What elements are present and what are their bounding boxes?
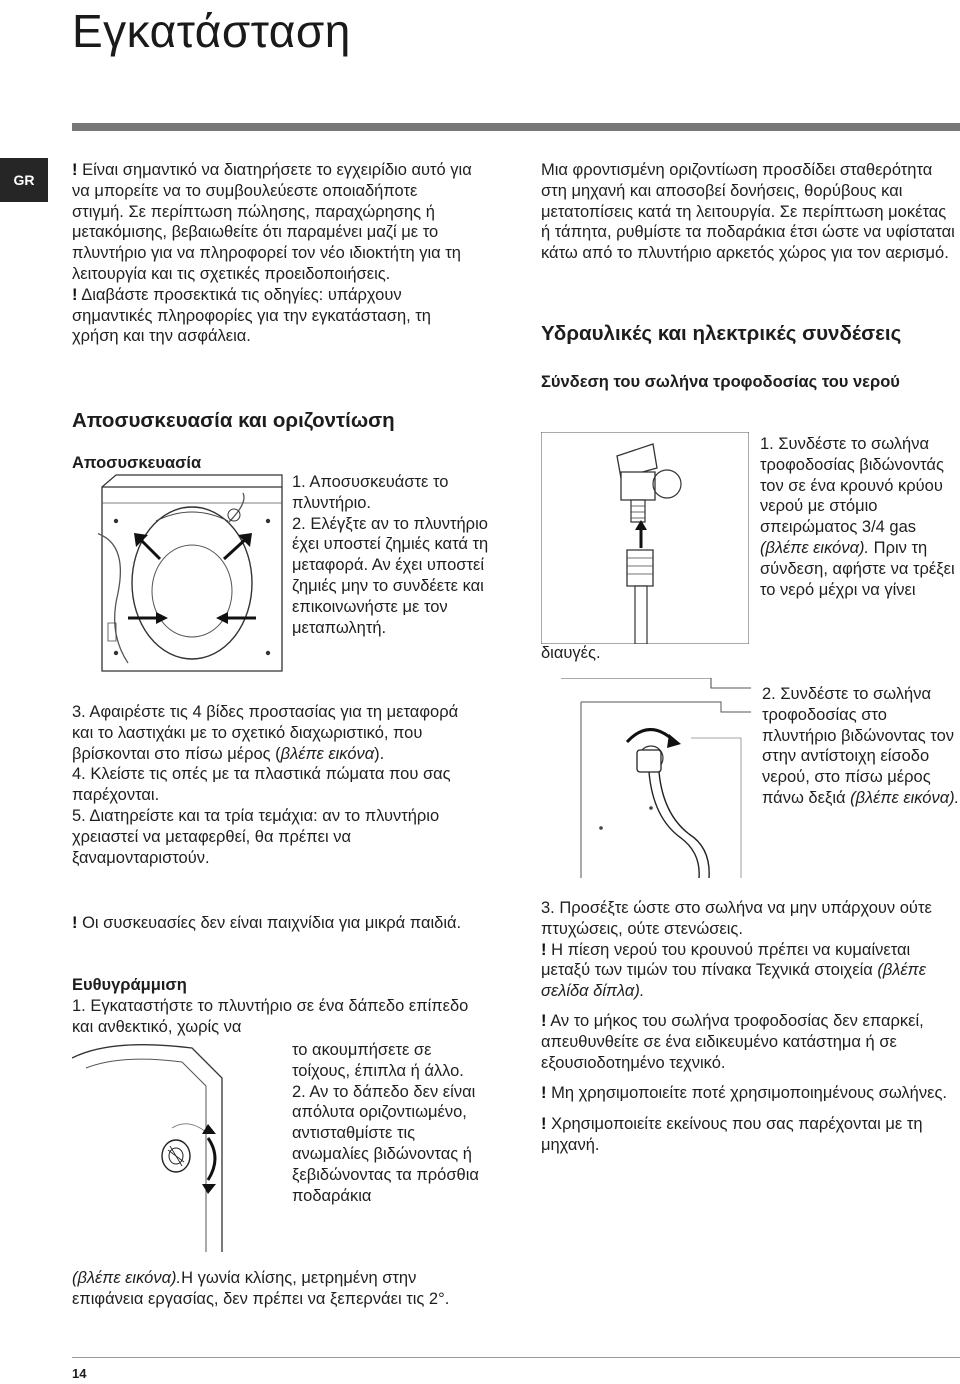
see-page-italic: (βλέπε σελίδα δίπλα). [541,961,926,1001]
warning-icon: ! [541,1011,547,1030]
washer-foot-illustration [72,1038,284,1252]
step-3-text: 3. Αφαιρέστε τις 4 βίδες προστασίας για τη μεταφορά και το λαστιχάκι με το σχετικό διαχωριστικό, που βρίσκονται στο πίσω μέρος ( [72,703,459,763]
connection-step-1-rest: Πριν τη σύνδεση, αφήστε να τρέξει το νερό μέχρι να γίνει [760,538,955,599]
step-4: 4. Κλείστε τις οπές με τα πλαστικά πώματα που σας παρέχονται. [72,765,451,805]
subheading-supply-hose: Σύνδεση του σωλήνα τροφοδοσίας του νερού [541,373,900,391]
warning-supplied-hoses: Χρησιμοποιείτε εκείνους που σας παρέχονται με τη μηχανή. [541,1115,923,1154]
leveling-step-2: το ακουμπήσετε σε τοίχους, έπιπλα ή άλλο. 2. Αν το δάπεδο δεν είναι απόλυτα οριζοντιωμένο, αντισταθμίστε τις ανωμαλίες βιδώνοντας ή ξεβιδώνοντας τα πρόσθια ποδαράκια [292,1041,479,1205]
inlet-hose-illustration [541,678,753,878]
warning-text: Διαβάστε προσεκτικά τις οδηγίες: υπάρχουν σημαντικές πληροφορίες για την εγκατάσταση, τη χρήση και την ασφάλεια. [72,285,431,346]
section-heading-connections: Υδραυλικές και ηλεκτρικές συνδέσεις [541,322,902,345]
connection-step-2-italic: (βλέπε εικόνα). [850,788,960,807]
leveling-angle-note: Η γωνία κλίσης, μετρημένη στην επιφάνεια εργασίας, δεν πρέπει να ξεπερνάει τις 2°. [72,1269,450,1308]
unpack-steps-1-2: 1. Αποσυσκευάστε το πλυντήριο. 2. Ελέγξτε αν το πλυντήριο έχει υποστεί ζημιές κατά τη μεταφορά. Αν έχει υποστεί ζημιές μην το συνδέετε και επικοινωνήστε με τον μεταπωλητή. [292,473,489,637]
connection-step-1-tail: διαυγές. [541,644,601,662]
warning-icon: ! [72,285,78,304]
subheading-leveling: Ευθυγράμμιση [72,976,187,994]
warning-keep-manual [72,160,472,347]
warning-used-hoses: Μη χρησιμοποιείτε ποτέ χρησιμοποιημένους σωλήνες. [551,1084,948,1103]
section-heading-unpacking-leveling: Αποσυσκευασία και οριζοντίωση [72,409,395,432]
tap-hose-illustration [541,432,749,644]
warning-hose-length: Αν το μήκος του σωλήνα τροφοδοσίας δεν επαρκεί, απευθυνθείτε σε ένα ειδικευμένο κατάστημα ή σε εξουσιοδοτημένο τεχνικό. [541,1011,924,1072]
language-tab: GR [0,158,48,202]
footer-rule [72,1357,960,1358]
page-title: Εγκατάσταση [72,5,351,57]
warning-icon: ! [541,1115,547,1134]
washer-back-illustration [98,473,286,673]
warning-icon: ! [72,914,78,932]
header-rule [72,123,960,131]
warning-packaging [72,913,472,934]
connection-step-1-italic: (βλέπε εικόνα). [760,538,870,557]
warning-icon: ! [541,1084,547,1103]
warning-icon: ! [72,161,78,179]
warning-pressure: Η πίεση νερού του κρουνού πρέπει να κυμαίνεται μεταξύ των τιμών του πίνακα Τεχνικά στοιχεία [541,940,911,980]
page-number: 14 [72,1366,87,1381]
warning-icon: ! [541,940,547,959]
connection-step-2-text: 2. Συνδέστε το σωλήνα τροφοδοσίας στο πλυντήριο βιδώνοντας τον στην αντίστοιχη είσοδο νερού, στο πίσω μέρος πάνω δεξιά [762,685,954,807]
connection-step-1-text: 1. Συνδέστε το σωλήνα τροφοδοσίας βιδώνοντάς τον σε ένα κρουνό κρύου νερού με στόμιο σπειρώματος 3/4 gas [760,435,944,537]
leveling-step-1: 1. Εγκαταστήστε το πλυντήριο σε ένα δάπεδο επίπεδο και ανθεκτικό, χωρίς να [72,997,469,1036]
warning-text: Οι συσκευασίες δεν είναι παιχνίδια για μικρά παιδιά. [82,914,462,932]
step-5: 5. Διατηρείστε και τα τρία τεμάχια: αν το πλυντήριο χρειαστεί να μεταφερθεί, θα πρέπει να ξαναμονταριστούν. [72,806,440,867]
leveling-tail [72,1268,472,1310]
connection-step-1 [760,434,960,600]
unpack-steps-3-5 [72,702,482,868]
connection-step-2 [762,684,960,809]
subheading-unpacking: Αποσυσκευασία [72,454,202,472]
connection-notes [541,898,959,1156]
step-3-italic: βλέπε εικόνα [280,744,375,763]
connection-step-3: 3. Προσέξτε ώστε στο σωλήνα να μην υπάρχουν ούτε πτυχώσεις, ούτε στενώσεις. [541,899,932,938]
see-figure-italic: (βλέπε εικόνα). [72,1269,182,1287]
leveling-intro: Μια φροντισμένη οριζοντίωση προσδίδει σταθερότητα στη μηχανή και αποσοβεί δονήσεις, θορύβους και μετατοπίσεις κατά τη λειτουργία. Σε περίπτωση μοκέτας ή τάπητα, ρυθμίστε τα ποδαράκια έτσι ώστε να υφίσταται κάτω από το πλυντήριο αρκετός χώρος για τον αερισμό. [541,161,955,263]
step-3-end: ). [374,744,385,763]
warning-text: Είναι σημαντικό να διατηρήσετε το εγχειρίδιο αυτό για να μπορείτε να το συμβουλεύεστε οποιαδήποτε στιγμή. Σε περίπτωση πώλησης, παραχώρησης ή μετακόμισης, βεβαιωθείτε ότι παραμένει μαζί με το πλυντήριο για να πληροφορεί τον νέο ιδιοκτήτη για τη λειτουργία και τις σχετικές προειδοποιήσεις. [72,161,472,283]
